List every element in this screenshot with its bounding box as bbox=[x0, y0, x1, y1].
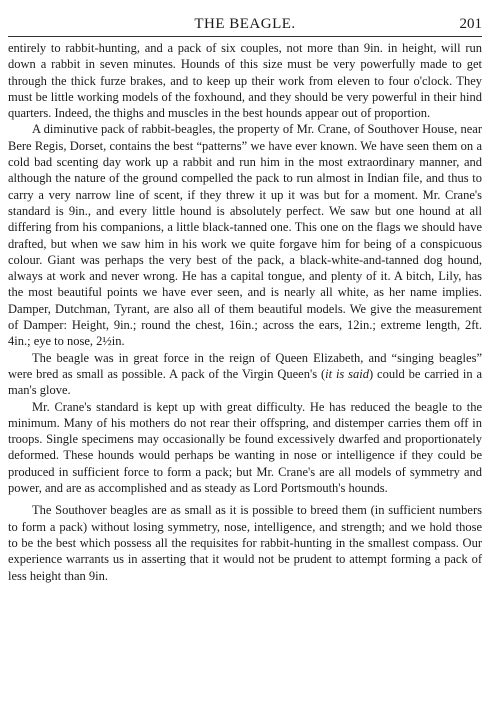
running-title: THE BEAGLE. bbox=[194, 16, 296, 32]
paragraph-crane-standard: Mr. Crane's standard is kept up with great difficulty. He has reduced the beagle to the minimum. Many of his mothers do not rear their offspring, and distemper carries them off in troops. Single specimens may occasionally be found excessively dwarfed and proportionately deformed. These hounds would perhaps be wanting in nose or intelligence if they could be produced in sufficient force to form a pack; but Mr. Crane's are all models of symmetry and power, and are as accomplished and as steady as Lord Portsmouth's hounds. bbox=[8, 399, 482, 496]
paragraph-crane-pack: A diminutive pack of rabbit-beagles, the property of Mr. Crane, of Southover House, near Bere Regis, Dorset, contains the best “patterns” we have ever known. We have seen them on a cold bad scenting day work up a rabbit and run him in the most extraordinary manner, and although the nature of the ground compelled the pack to run almost in Indian file, and thus to carry a very narrow line of scent, if they threw it up it was but for a moment. Mr. Crane's standard is 9in., and every little hound is absolutely perfect. We saw but one hound at all differing from his companions, a little black-tanned one. This one on the flags we should have drafted, but when we saw him in his work we quite forgave him for being of a conspicuous colour. Giant was perhaps the very best of the pack, a black-white-and-tanned dog hound, always at work and never wrong. He has a capital tongue, and plenty of it. A bitch, Lily, has the most beautiful points we have ever seen, and is nearly all white, as her name implies. Damper, Dutchman, Tyrant, are also all of them beautiful models. We give the measurement of Damper: Height, 9in.; round the chest, 16in.; across the ears, 12in.; extreme length, 2ft. 4in.; eye to nose, 2½in. bbox=[8, 122, 482, 349]
paragraph-queen-elizabeth-end: ) could be carried in a man's glove. bbox=[8, 366, 483, 398]
paragraph-southover-beagles: The Southover beagles are as small as it is possible to breed them (in sufficient numbers to form a pack) without losing symmetry, nose, intelligence, and strength; and we hold those to be the best which possess all the requisites for rabbit-hunting in the smallest compass. Our experience warrants us in asserting that it would not be prudent to attempt forming a pack of less height than 9in. bbox=[8, 503, 482, 583]
paragraph-queen-elizabeth-text: The beagle was in great force in the reign of Queen Elizabeth, and “singing beagles” were bred as small as possible. A pack of the Virgin Queen's ( bbox=[8, 350, 482, 381]
page-number: 201 bbox=[459, 16, 482, 32]
body-text bbox=[8, 40, 482, 584]
paragraph-continued: entirely to rabbit-hunting, and a pack of six couples, not more than 9in. in height, will run down a rabbit in seven minutes. Hounds of this size must be very powerfully made to get through the thick furze brakes, and to keep up their work from eleven to four o'clock. They must be little working models of the foxhound, and they should be very powerful in their hind quarters. Indeed, the thighs and muscles in the best hounds appear out of proportion. bbox=[8, 41, 482, 121]
italic-it-is-said: it is said bbox=[325, 366, 369, 381]
running-head bbox=[8, 14, 482, 37]
paragraph-queen-elizabeth bbox=[8, 350, 482, 399]
